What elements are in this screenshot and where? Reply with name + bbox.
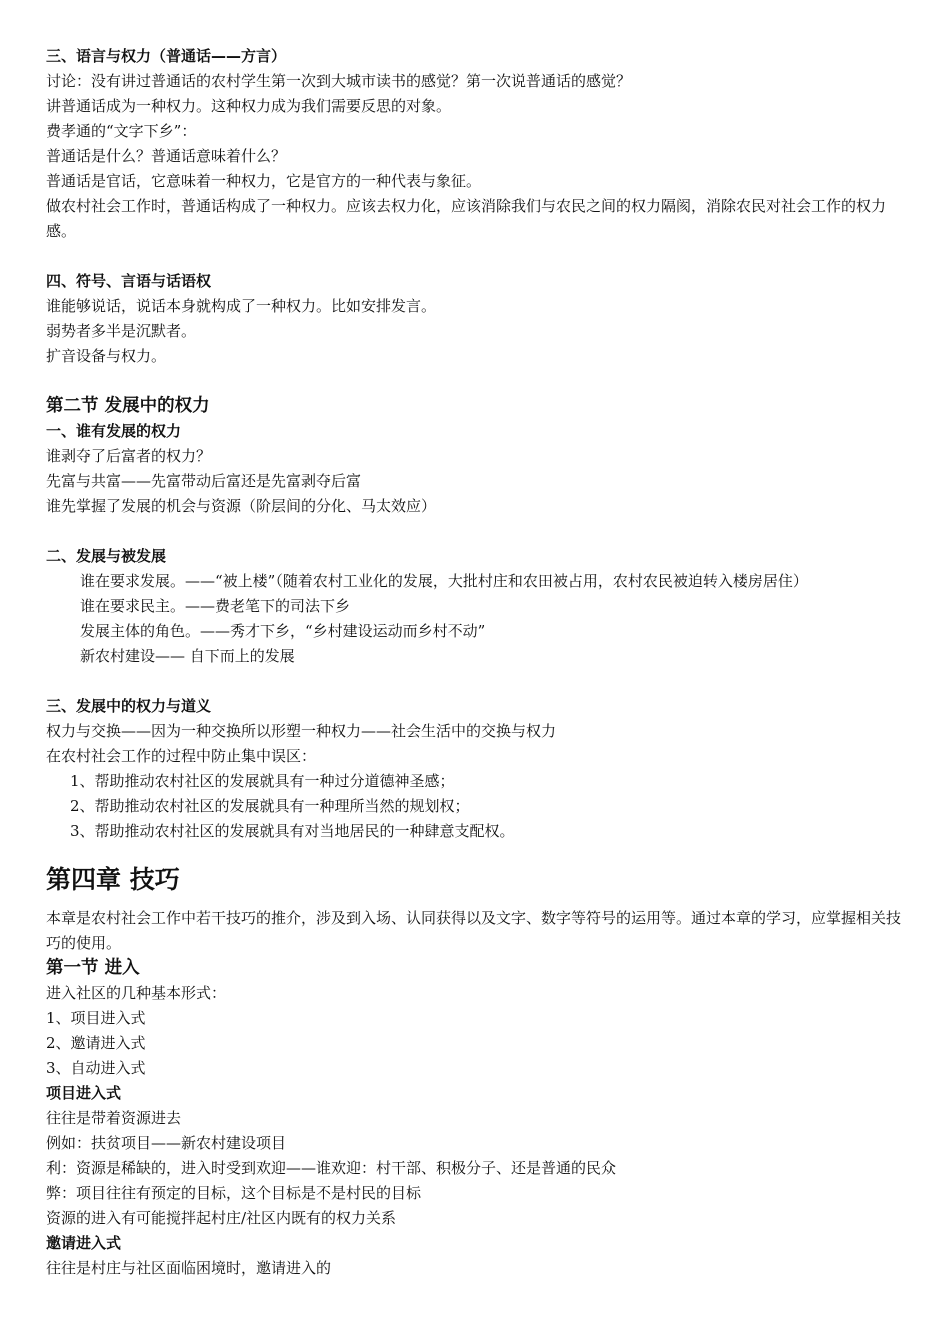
- text-line: 讨论：没有讲过普通话的农村学生第一次到大城市读书的感觉？第一次说普通话的感觉？: [46, 72, 632, 90]
- paragraph: 做农村社会工作时，普通话构成了一种权力。应该去权力化，应该消除我们与农民之间的权力隔阂，消除农民对社会工作的权力感。: [46, 197, 887, 240]
- subsection-heading: 项目进入式: [46, 1084, 122, 1102]
- subsection-heading: 一、谁有发展的权力: [46, 422, 182, 440]
- spacer: [46, 844, 912, 856]
- subsection-heading: 四、符号、言语与话语权: [46, 272, 212, 290]
- text-line: 普通话是官话，它意味着一种权力，它是官方的一种代表与象征。: [46, 172, 482, 190]
- indented-text-line: 发展主体的角色。——秀才下乡，“乡村建设运动而乡村不动”: [80, 622, 486, 640]
- indented-text-line: 新农村建设—— 自下而上的发展: [80, 647, 295, 665]
- numbered-list-item: 3、帮助推动农村社区的发展就具有对当地居民的一种肆意支配权。: [70, 822, 515, 840]
- section-heading: 第一节 进入: [46, 958, 140, 978]
- text-line: 利：资源是稀缺的，进入时受到欢迎——谁欢迎：村干部、积极分子、还是普通的民众: [46, 1159, 617, 1177]
- spacer: [46, 669, 912, 694]
- text-line: 普通话是什么？普通话意味着什么？: [46, 147, 287, 165]
- text-line: 谁先掌握了发展的机会与资源（阶层间的分化、马太效应）: [46, 497, 437, 515]
- text-line: 谁剥夺了后富者的权力？: [46, 447, 212, 465]
- text-line: 扩音设备与权力。: [46, 347, 167, 365]
- spacer: [46, 519, 912, 544]
- subsection-heading: 三、发展中的权力与道义: [46, 697, 212, 715]
- text-line: 例如：扶贫项目——新农村建设项目: [46, 1134, 287, 1152]
- text-line: 先富与共富——先富带动后富还是先富剥夺后富: [46, 472, 362, 490]
- paragraph: 本章是农村社会工作中若干技巧的推介，涉及到入场、认同获得以及文字、数字等符号的运用等。通过本章的学习，应掌握相关技巧的使用。: [46, 909, 902, 952]
- text-line: 1、项目进入式: [46, 1009, 146, 1027]
- text-line: 进入社区的几种基本形式：: [46, 984, 227, 1002]
- text-line: 2、邀请进入式: [46, 1034, 146, 1052]
- text-line: 权力与交换——因为一种交换所以形塑一种权力——社会生活中的交换与权力: [46, 722, 557, 740]
- text-line: 资源的进入有可能搅拌起村庄/社区内既有的权力关系: [46, 1209, 397, 1227]
- subsection-heading: 邀请进入式: [46, 1234, 122, 1252]
- text-line: 往往是村庄与社区面临困境时，邀请进入的: [46, 1259, 332, 1277]
- spacer: [46, 244, 912, 269]
- indented-text-line: 谁在要求发展。——“被上楼”（随着农村工业化的发展，大批村庄和农田被占用，农村农民被迫转入楼房居住）: [80, 572, 808, 590]
- text-line: 讲普通话成为一种权力。这种权力成为我们需要反思的对象。: [46, 97, 452, 115]
- subsection-heading: 二、发展与被发展: [46, 547, 167, 565]
- text-line: 往往是带着资源进去: [46, 1109, 182, 1127]
- text-line: 弱势者多半是沉默者。: [46, 322, 197, 340]
- text-line: 在农村社会工作的过程中防止集中误区：: [46, 747, 317, 765]
- spacer: [46, 369, 912, 394]
- numbered-list-item: 1、帮助推动农村社区的发展就具有一种过分道德神圣感；: [70, 772, 455, 790]
- text-line: 谁能够说话，说话本身就构成了一种权力。比如安排发言。: [46, 297, 437, 315]
- numbered-list-item: 2、帮助推动农村社区的发展就具有一种理所当然的规划权；: [70, 797, 470, 815]
- chapter-heading: 第四章 技巧: [46, 865, 180, 894]
- document-page: [46, 44, 912, 1281]
- section-heading: 第二节 发展中的权力: [46, 396, 210, 416]
- subsection-heading: 三、语言与权力（普通话——方言）: [46, 47, 287, 65]
- indented-text-line: 谁在要求民主。——费老笔下的司法下乡: [80, 597, 351, 615]
- text-line: 弊：项目往往有预定的目标，这个目标是不是村民的目标: [46, 1184, 422, 1202]
- text-line: 费孝通的“文字下乡”：: [46, 122, 197, 140]
- text-line: 3、自动进入式: [46, 1059, 146, 1077]
